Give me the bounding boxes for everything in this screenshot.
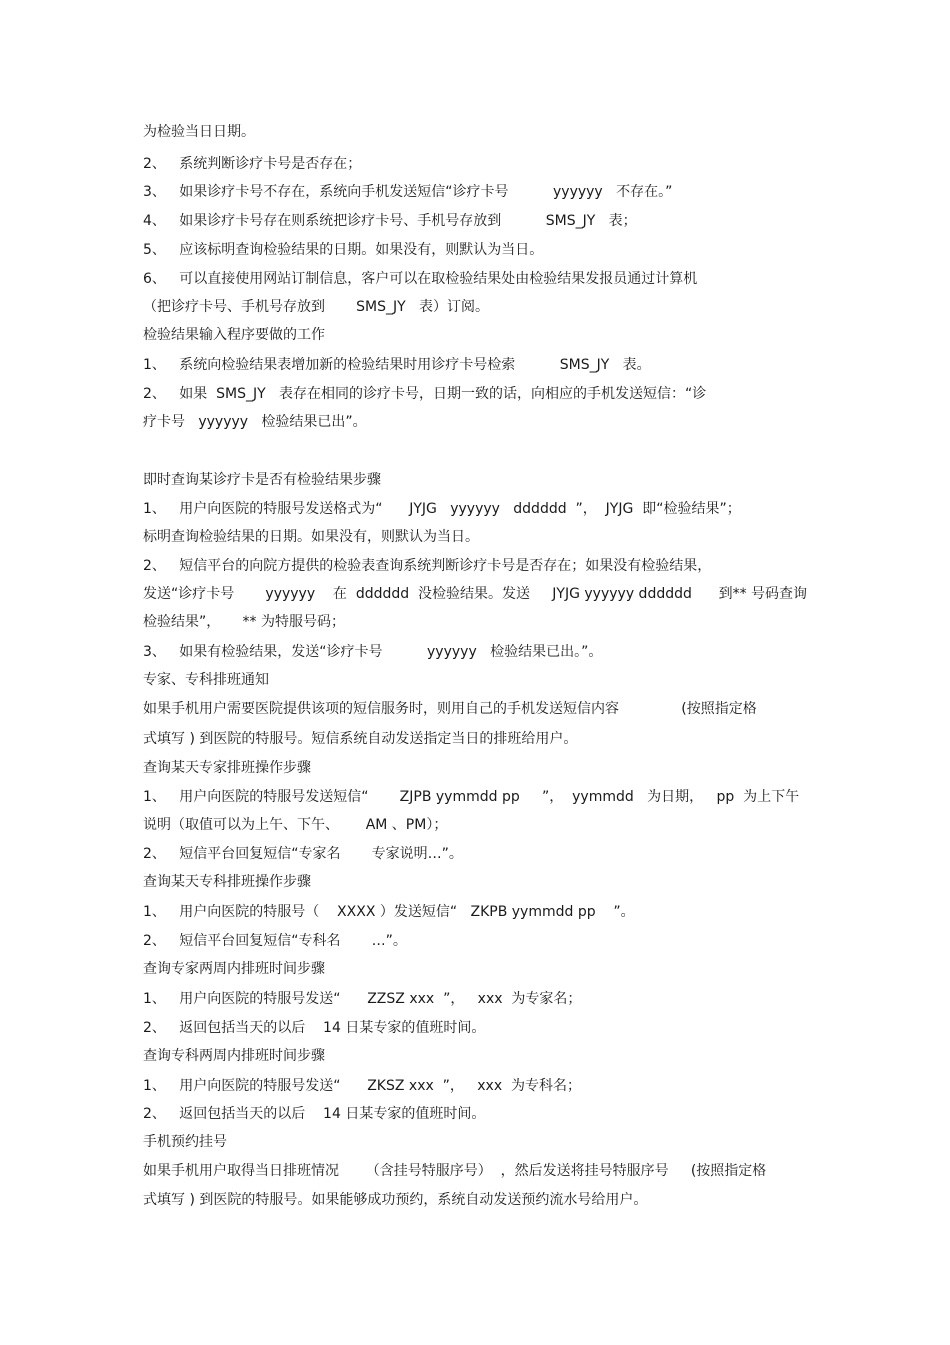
- text-line: 2、 短信平台回复短信“专家名 专家说明…”。: [143, 846, 463, 862]
- text-line: 如果手机用户取得当日排班情况 （含挂号特服序号） ，然后发送将挂号特服序号 (按照指定格: [143, 1163, 767, 1179]
- text-line: 标明查询检验结果的日期。如果没有，则默认为当日。: [143, 529, 479, 545]
- section-heading: 查询专科两周内排班时间步骤: [143, 1048, 325, 1064]
- text-line: 2、 短信平台的向院方提供的检验表查询系统判断诊疗卡号是否存在；如果没有检验结果，: [143, 558, 712, 574]
- text-line: 式填写 ) 到医院的特服号。如果能够成功预约，系统自动发送预约流水号给用户。: [143, 1192, 648, 1208]
- section-heading: 查询某天专科排班操作步骤: [143, 874, 311, 890]
- text-line: 疗卡号 yyyyyy 检验结果已出”。: [143, 414, 367, 430]
- text-line: 1、 用户向医院的特服号（ XXXX ）发送短信“ ZKPB yymmdd pp ”。: [143, 904, 635, 920]
- text-line: （把诊疗卡号、手机号存放到 SMS_JY 表）订阅。: [143, 299, 490, 315]
- text-line: 说明（取值可以为上午、下午、 AM 、PM）；: [143, 817, 448, 833]
- text-line: 2、 返回包括当天的以后 14 日某专家的值班时间。: [143, 1106, 486, 1122]
- section-heading: 检验结果输入程序要做的工作: [143, 327, 325, 343]
- text-line: 1、 系统向检验结果表增加新的检验结果时用诊疗卡号检索 SMS_JY 表。: [143, 357, 651, 373]
- text-line: 1、 用户向医院的特服号发送“ ZKSZ xxx ”， xxx 为专科名；: [143, 1078, 582, 1094]
- text-line: 2、 短信平台回复短信“专科名 …”。: [143, 933, 407, 949]
- section-heading: 查询专家两周内排班时间步骤: [143, 961, 325, 977]
- section-heading: 专家、专科排班通知: [143, 672, 269, 688]
- text-line: 为检验当日日期。: [143, 124, 255, 140]
- text-line: 2、 返回包括当天的以后 14 日某专家的值班时间。: [143, 1020, 486, 1036]
- text-line: 6、 可以直接使用网站订制信息，客户可以在取检验结果处由检验结果发报员通过计算机: [143, 271, 698, 287]
- text-line: 1、 用户向医院的特服号发送“ ZZSZ xxx ”， xxx 为专家名；: [143, 991, 582, 1007]
- text-line: 3、 如果诊疗卡号不存在，系统向手机发送短信“诊疗卡号 yyyyyy 不存在。”: [143, 184, 673, 200]
- text-line: 如果手机用户需要医院提供该项的短信服务时，则用自己的手机发送短信内容 (按照指定格: [143, 701, 757, 717]
- text-line: 3、 如果有检验结果，发送“诊疗卡号 yyyyyy 检验结果已出。”。: [143, 644, 603, 660]
- text-line: 检验结果”， ** 为特服号码；: [143, 614, 345, 630]
- text-line: 2、 系统判断诊疗卡号是否存在；: [143, 156, 362, 172]
- text-line: 1、 用户向医院的特服号发送格式为“ JYJG yyyyyy dddddd ”， JYJG 即“检验结果”；: [143, 501, 741, 517]
- section-heading: 查询某天专家排班操作步骤: [143, 760, 311, 776]
- text-line: 式填写 ) 到医院的特服号。短信系统自动发送指定当日的排班给用户。: [143, 731, 578, 747]
- text-line: 5、 应该标明查询检验结果的日期。如果没有，则默认为当日。: [143, 242, 544, 258]
- text-line: 4、 如果诊疗卡号存在则系统把诊疗卡号、手机号存放到 SMS_JY 表；: [143, 213, 637, 229]
- text-line: 1、 用户向医院的特服号发送短信“ ZJPB yymmdd pp ”， yymmdd 为日期， pp 为上下午: [143, 789, 800, 805]
- section-heading: 手机预约挂号: [143, 1134, 227, 1150]
- text-line: 2、 如果 SMS_JY 表存在相同的诊疗卡号，日期一致的话，向相应的手机发送短信：“诊: [143, 386, 707, 402]
- text-line: 发送“诊疗卡号 yyyyyy 在 dddddd 没检验结果。发送 JYJG yyyyyy dddddd 到** 号码查询: [143, 586, 808, 602]
- section-heading: 即时查询某诊疗卡是否有检验结果步骤: [143, 472, 381, 488]
